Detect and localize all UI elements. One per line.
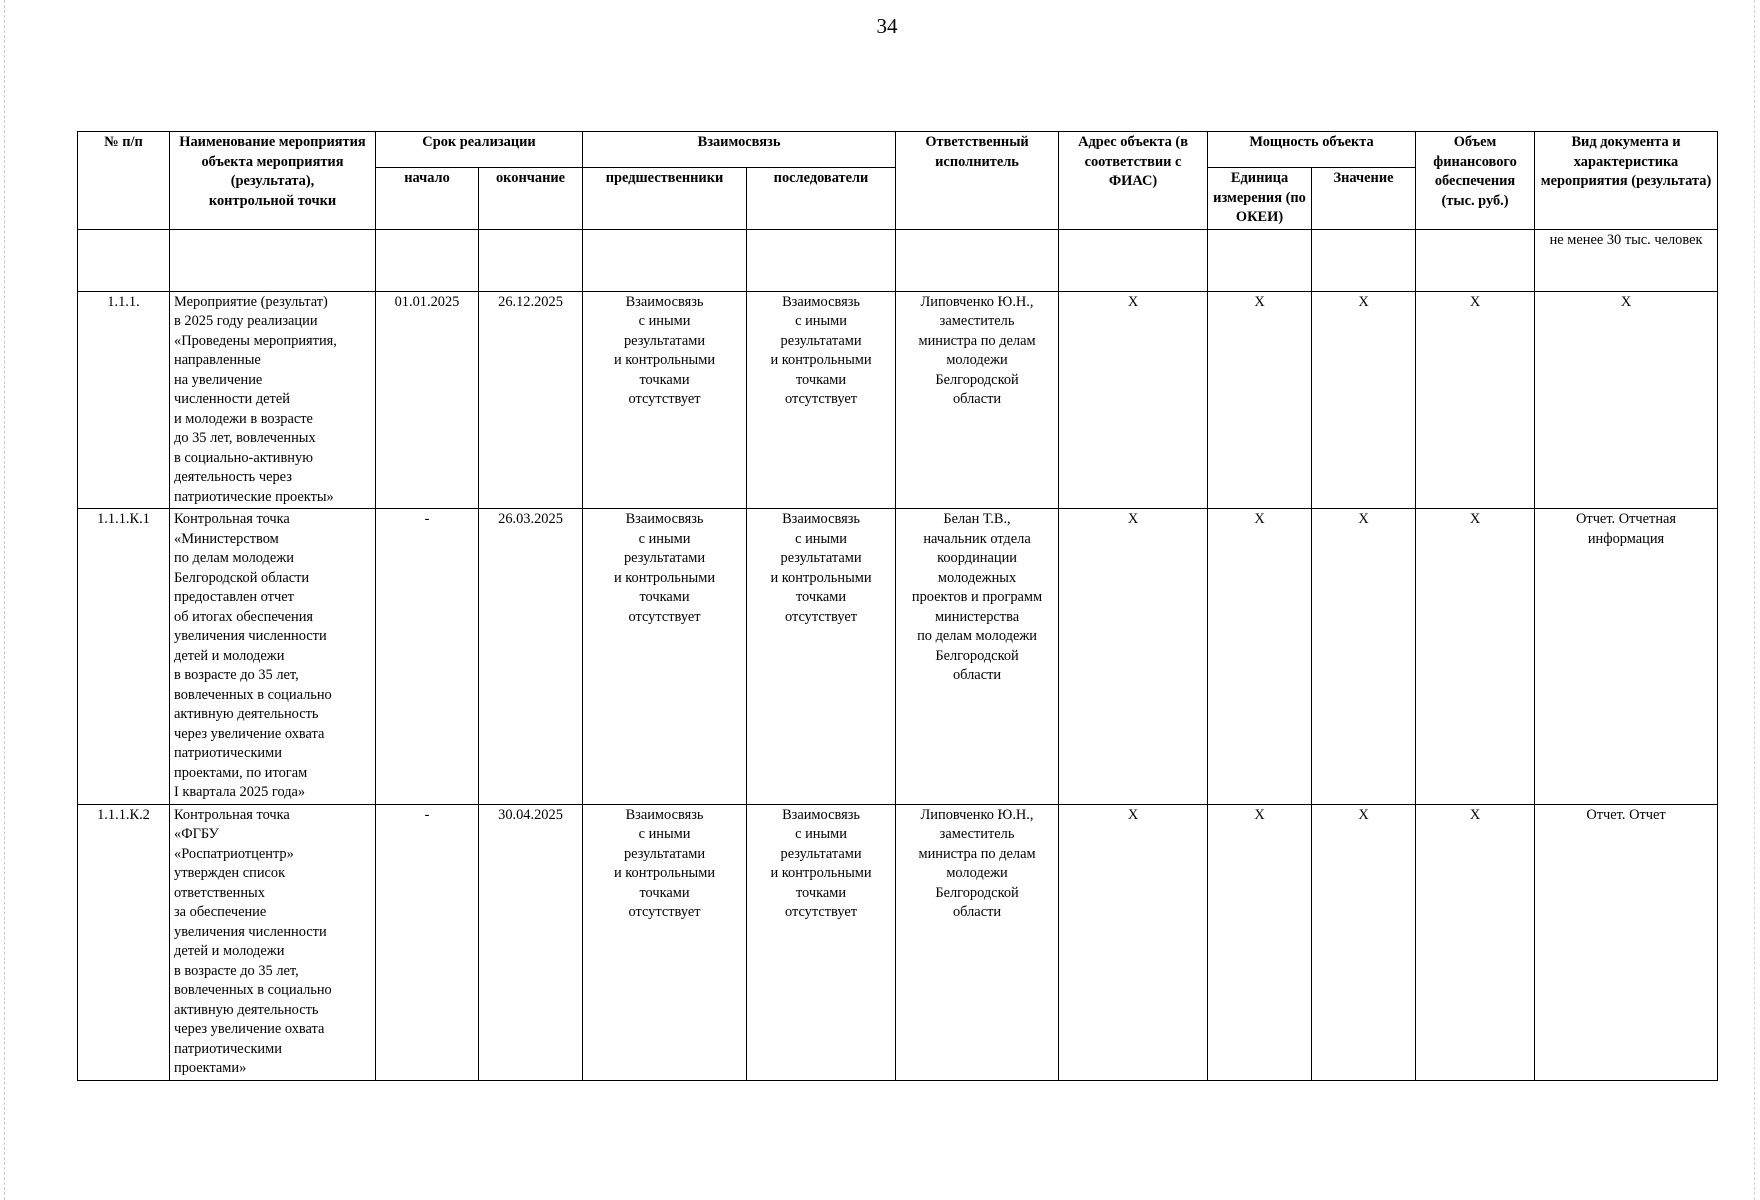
cell: [376, 229, 479, 291]
row-address: X: [1059, 291, 1208, 509]
cell: [1059, 229, 1208, 291]
header-term-start: начало: [376, 168, 479, 230]
table-row: [78, 291, 1718, 509]
header-link: Взаимосвязь: [583, 132, 896, 168]
row-responsible: Белан Т.В., начальник отдела координации молодежных проектов и программ министерства по делам молодежи Белгородской области: [896, 509, 1059, 805]
cell: [1416, 229, 1535, 291]
header-power-unit: Единица измерения (по ОКЕИ): [1208, 168, 1312, 230]
row-unit: X: [1208, 509, 1312, 805]
row-name: Мероприятие (результат) в 2025 году реализации «Проведены мероприятия, направленные на увеличение численности детей и молодежи в возрасте до 35 лет, вовлеченных в социально-активную деятельность через патриотические проекты»: [170, 291, 376, 509]
table-row: [78, 804, 1718, 1080]
scan-right-edge: [1754, 0, 1756, 1200]
cell: [747, 229, 896, 291]
cell: [1312, 229, 1416, 291]
row-finance: X: [1416, 804, 1535, 1080]
implementation-plan-table: [77, 131, 1718, 1081]
header-document: Вид документа и характеристика мероприятия (результата): [1535, 132, 1718, 230]
row-finance: X: [1416, 509, 1535, 805]
page-number: 34: [876, 14, 898, 38]
header-link-prev: предшественники: [583, 168, 747, 230]
row-end: 26.03.2025: [479, 509, 583, 805]
row-next: Взаимосвязь с иными результатами и контрольными точками отсутствует: [747, 509, 896, 805]
row-end: 30.04.2025: [479, 804, 583, 1080]
row-start: -: [376, 509, 479, 805]
row-prev: Взаимосвязь с иными результатами и контрольными точками отсутствует: [583, 291, 747, 509]
row-responsible: Липовченко Ю.Н., заместитель министра по делам молодежи Белгородской области: [896, 291, 1059, 509]
cell: [896, 229, 1059, 291]
row-end: 26.12.2025: [479, 291, 583, 509]
row-start: 01.01.2025: [376, 291, 479, 509]
row-address: X: [1059, 509, 1208, 805]
header-term: Срок реализации: [376, 132, 583, 168]
row-next: Взаимосвязь с иными результатами и контрольными точками отсутствует: [747, 291, 896, 509]
table-row: [78, 509, 1718, 805]
header-address: Адрес объекта (в соответствии с ФИАС): [1059, 132, 1208, 230]
cell: [78, 229, 170, 291]
row-document: Отчет. Отчетная информация: [1535, 509, 1718, 805]
row-document: X: [1535, 291, 1718, 509]
row-prev: Взаимосвязь с иными результатами и контрольными точками отсутствует: [583, 804, 747, 1080]
row-value: X: [1312, 509, 1416, 805]
row-finance: X: [1416, 291, 1535, 509]
scan-left-edge: [4, 0, 6, 1200]
header-term-end: окончание: [479, 168, 583, 230]
row-value: X: [1312, 804, 1416, 1080]
row-start: -: [376, 804, 479, 1080]
cell: [170, 229, 376, 291]
row-next: Взаимосвязь с иными результатами и контрольными точками отсутствует: [747, 804, 896, 1080]
continuation-row: [78, 229, 1718, 291]
header-power-value: Значение: [1312, 168, 1416, 230]
row-num: 1.1.1.К.2: [78, 804, 170, 1080]
row-num: 1.1.1.К.1: [78, 509, 170, 805]
header-link-next: последователи: [747, 168, 896, 230]
header-responsible: Ответственный исполнитель: [896, 132, 1059, 230]
row-num: 1.1.1.: [78, 291, 170, 509]
row-prev: Взаимосвязь с иными результатами и контрольными точками отсутствует: [583, 509, 747, 805]
row-name: Контрольная точка «Министерством по делам молодежи Белгородской области предоставлен отчет об итогах обеспечения увеличения численности детей и молодежи в возрасте до 35 лет, вовлеченных в социально активную деятельность через увеличение охвата патриотическими проектами, по итогам I квартала 2025 года»: [170, 509, 376, 805]
row-document: Отчет. Отчет: [1535, 804, 1718, 1080]
header-name: Наименование мероприятия объекта мероприятия (результата), контрольной точки: [170, 132, 376, 230]
header-num: № п/п: [78, 132, 170, 230]
row-value: X: [1312, 291, 1416, 509]
cell: [479, 229, 583, 291]
row-unit: X: [1208, 291, 1312, 509]
cell: [583, 229, 747, 291]
header-finance: Объем финансового обеспечения (тыс. руб.): [1416, 132, 1535, 230]
continuation-doc: не менее 30 тыс. человек: [1535, 229, 1718, 291]
row-name: Контрольная точка «ФГБУ «Роспатриотцентр» утвержден список ответственных за обеспечение увеличения численности детей и молодежи в возрасте до 35 лет, вовлеченных в социально активную деятельность через увеличение охвата патриотическими проектами»: [170, 804, 376, 1080]
cell: [1208, 229, 1312, 291]
row-responsible: Липовченко Ю.Н., заместитель министра по делам молодежи Белгородской области: [896, 804, 1059, 1080]
header-power: Мощность объекта: [1208, 132, 1416, 168]
row-unit: X: [1208, 804, 1312, 1080]
row-address: X: [1059, 804, 1208, 1080]
